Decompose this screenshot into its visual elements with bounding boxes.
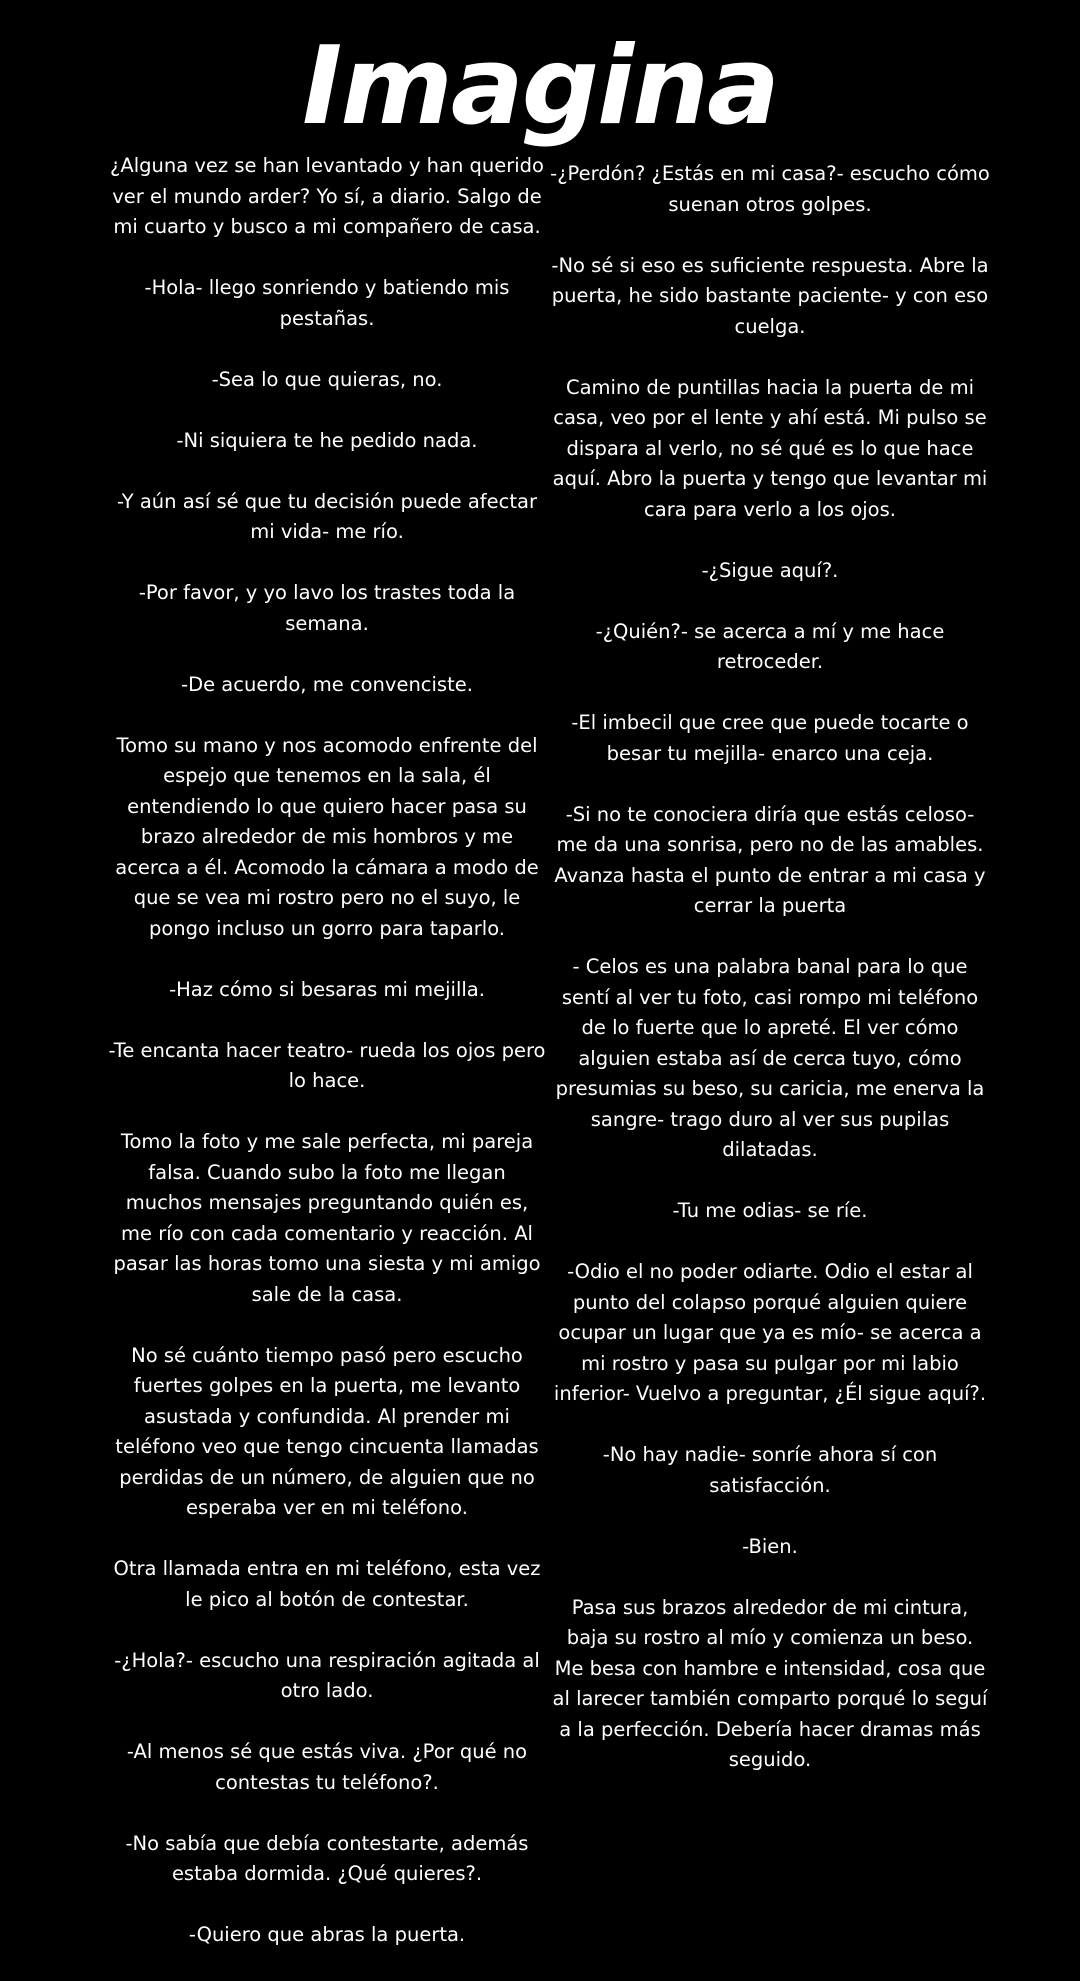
paragraph: -No hay nadie- sonríe ahora sí con satisfacción.	[602, 1443, 938, 1497]
paragraph: - Celos es una palabra banal para lo que sentí al ver tu foto, casi rompo mi teléfono de lo fuerte que lo apreté. El ver cómo alguien estaba así de cerca tuyo, cómo presumias su beso, su caricia, me enerva la sangre- trago duro al ver sus pupilas dilatadas.	[555, 955, 985, 1161]
paragraph: -Al menos sé que estás viva. ¿Por qué no contestas tu teléfono?.	[126, 1740, 528, 1794]
paragraph: -Odio el no poder odiarte. Odio el estar al punto del colapso porqué alguien quiere ocupar un lugar que ya es mío- se acerca a mi rostro y pasa su pulgar por mi labio inferior- Vuelvo a preguntar, ¿Él sigue aquí?.	[553, 1260, 987, 1405]
paragraph: Camino de puntillas hacia la puerta de mi casa, veo por el lente y ahí está. Mi pulso se dispara al verlo, no sé qué es lo que hace aquí. Abro la puerta y tengo que levantar mi cara para verlo a los ojos.	[552, 375, 988, 521]
page-title: Imagina	[302, 24, 778, 149]
paragraph: -¿Sigue aquí?.	[701, 558, 839, 582]
paragraph: Tomo la foto y me sale perfecta, mi pareja falsa. Cuando subo la foto me llegan muchos mensajes preguntando quién es, me río con cada comentario y reacción. Al pasar las horas tomo una siesta y mi amigo sale de la casa.	[113, 1130, 541, 1306]
paragraph: -Bien.	[742, 1534, 798, 1558]
paragraph: -Haz cómo si besaras mi mejilla.	[169, 977, 485, 1001]
paragraph: -¿Perdón? ¿Estás en mi casa?- escucho cómo suenan otros golpes.	[550, 162, 990, 216]
paragraph: -Si no te conociera diría que estás celoso- me da una sonrisa, pero no de las amables. Avanza hasta el punto de entrar a mi casa y cerrar la puerta	[554, 802, 986, 917]
paragraph: No sé cuánto tiempo pasó pero escucho fuertes golpes en la puerta, me levanto asustada y confundida. Al prender mi teléfono veo que tengo cincuenta llamadas perdidas de un número, de alguien que no esperaba ver en mi teléfono.	[115, 1343, 539, 1519]
paragraph: -De acuerdo, me convenciste.	[181, 672, 473, 696]
paragraph: -No sé si eso es suficiente respuesta. Abre la puerta, he sido bastante paciente- y con eso cuelga.	[551, 253, 989, 338]
paragraph: -Y aún así sé que tu decisión puede afectar mi vida- me río.	[117, 489, 537, 543]
paragraph: -Ni siquiera te he pedido nada.	[176, 428, 478, 452]
paragraph: Otra llamada entra en mi teléfono, esta vez le pico al botón de contestar.	[113, 1557, 541, 1611]
paragraph: -Quiero que abras la puerta.	[188, 1923, 466, 1946]
paragraph: Tomo su mano y nos acomodo enfrente del espejo que tenemos en la sala, él entendiendo lo que quiero hacer pasa su brazo alrededor de mis hombros y me acerca a él. Acomodo la cámara a modo de que se vea mi rostro pero no el suyo, le pongo incluso un gorro para taparlo.	[115, 733, 539, 940]
paragraph: Pasa sus brazos alrededor de mi cintura, baja su rostro al mío y comienza un beso. Me besa con hambre e intensidad, cosa que al larecer también comparto porqué lo seguí a la perfección. Debería hacer dramas más seguido.	[552, 1595, 988, 1771]
paragraph: -Tu me odias- se ríe.	[672, 1199, 868, 1222]
paragraph: -No sabía que debía contestarte, además estaba dormida. ¿Qué quieres?.	[125, 1831, 529, 1885]
paragraph: -El imbecil que cree que puede tocarte o besar tu mejilla- enarco una ceja.	[571, 711, 969, 765]
right-column	[550, 159, 990, 1806]
paragraph: -Por favor, y yo lavo los trastes toda la semana.	[138, 581, 516, 635]
paragraph: -¿Hola?- escucho una respiración agitada al otro lado.	[114, 1648, 540, 1702]
left-column	[108, 151, 546, 1981]
paragraph: -Sea lo que quieras, no.	[211, 367, 443, 391]
paragraph: -¿Quién?- se acerca a mí y me hace retroceder.	[595, 619, 945, 673]
paragraph: -Te encanta hacer teatro- rueda los ojos pero lo hace.	[108, 1038, 546, 1092]
paragraph: ¿Alguna vez se han levantado y han querido ver el mundo arder? Yo sí, a diario. Salgo de mi cuarto y busco a mi compañero de casa.	[110, 154, 544, 238]
paragraph: -Hola- llego sonriendo y batiendo mis pestañas.	[144, 276, 510, 330]
